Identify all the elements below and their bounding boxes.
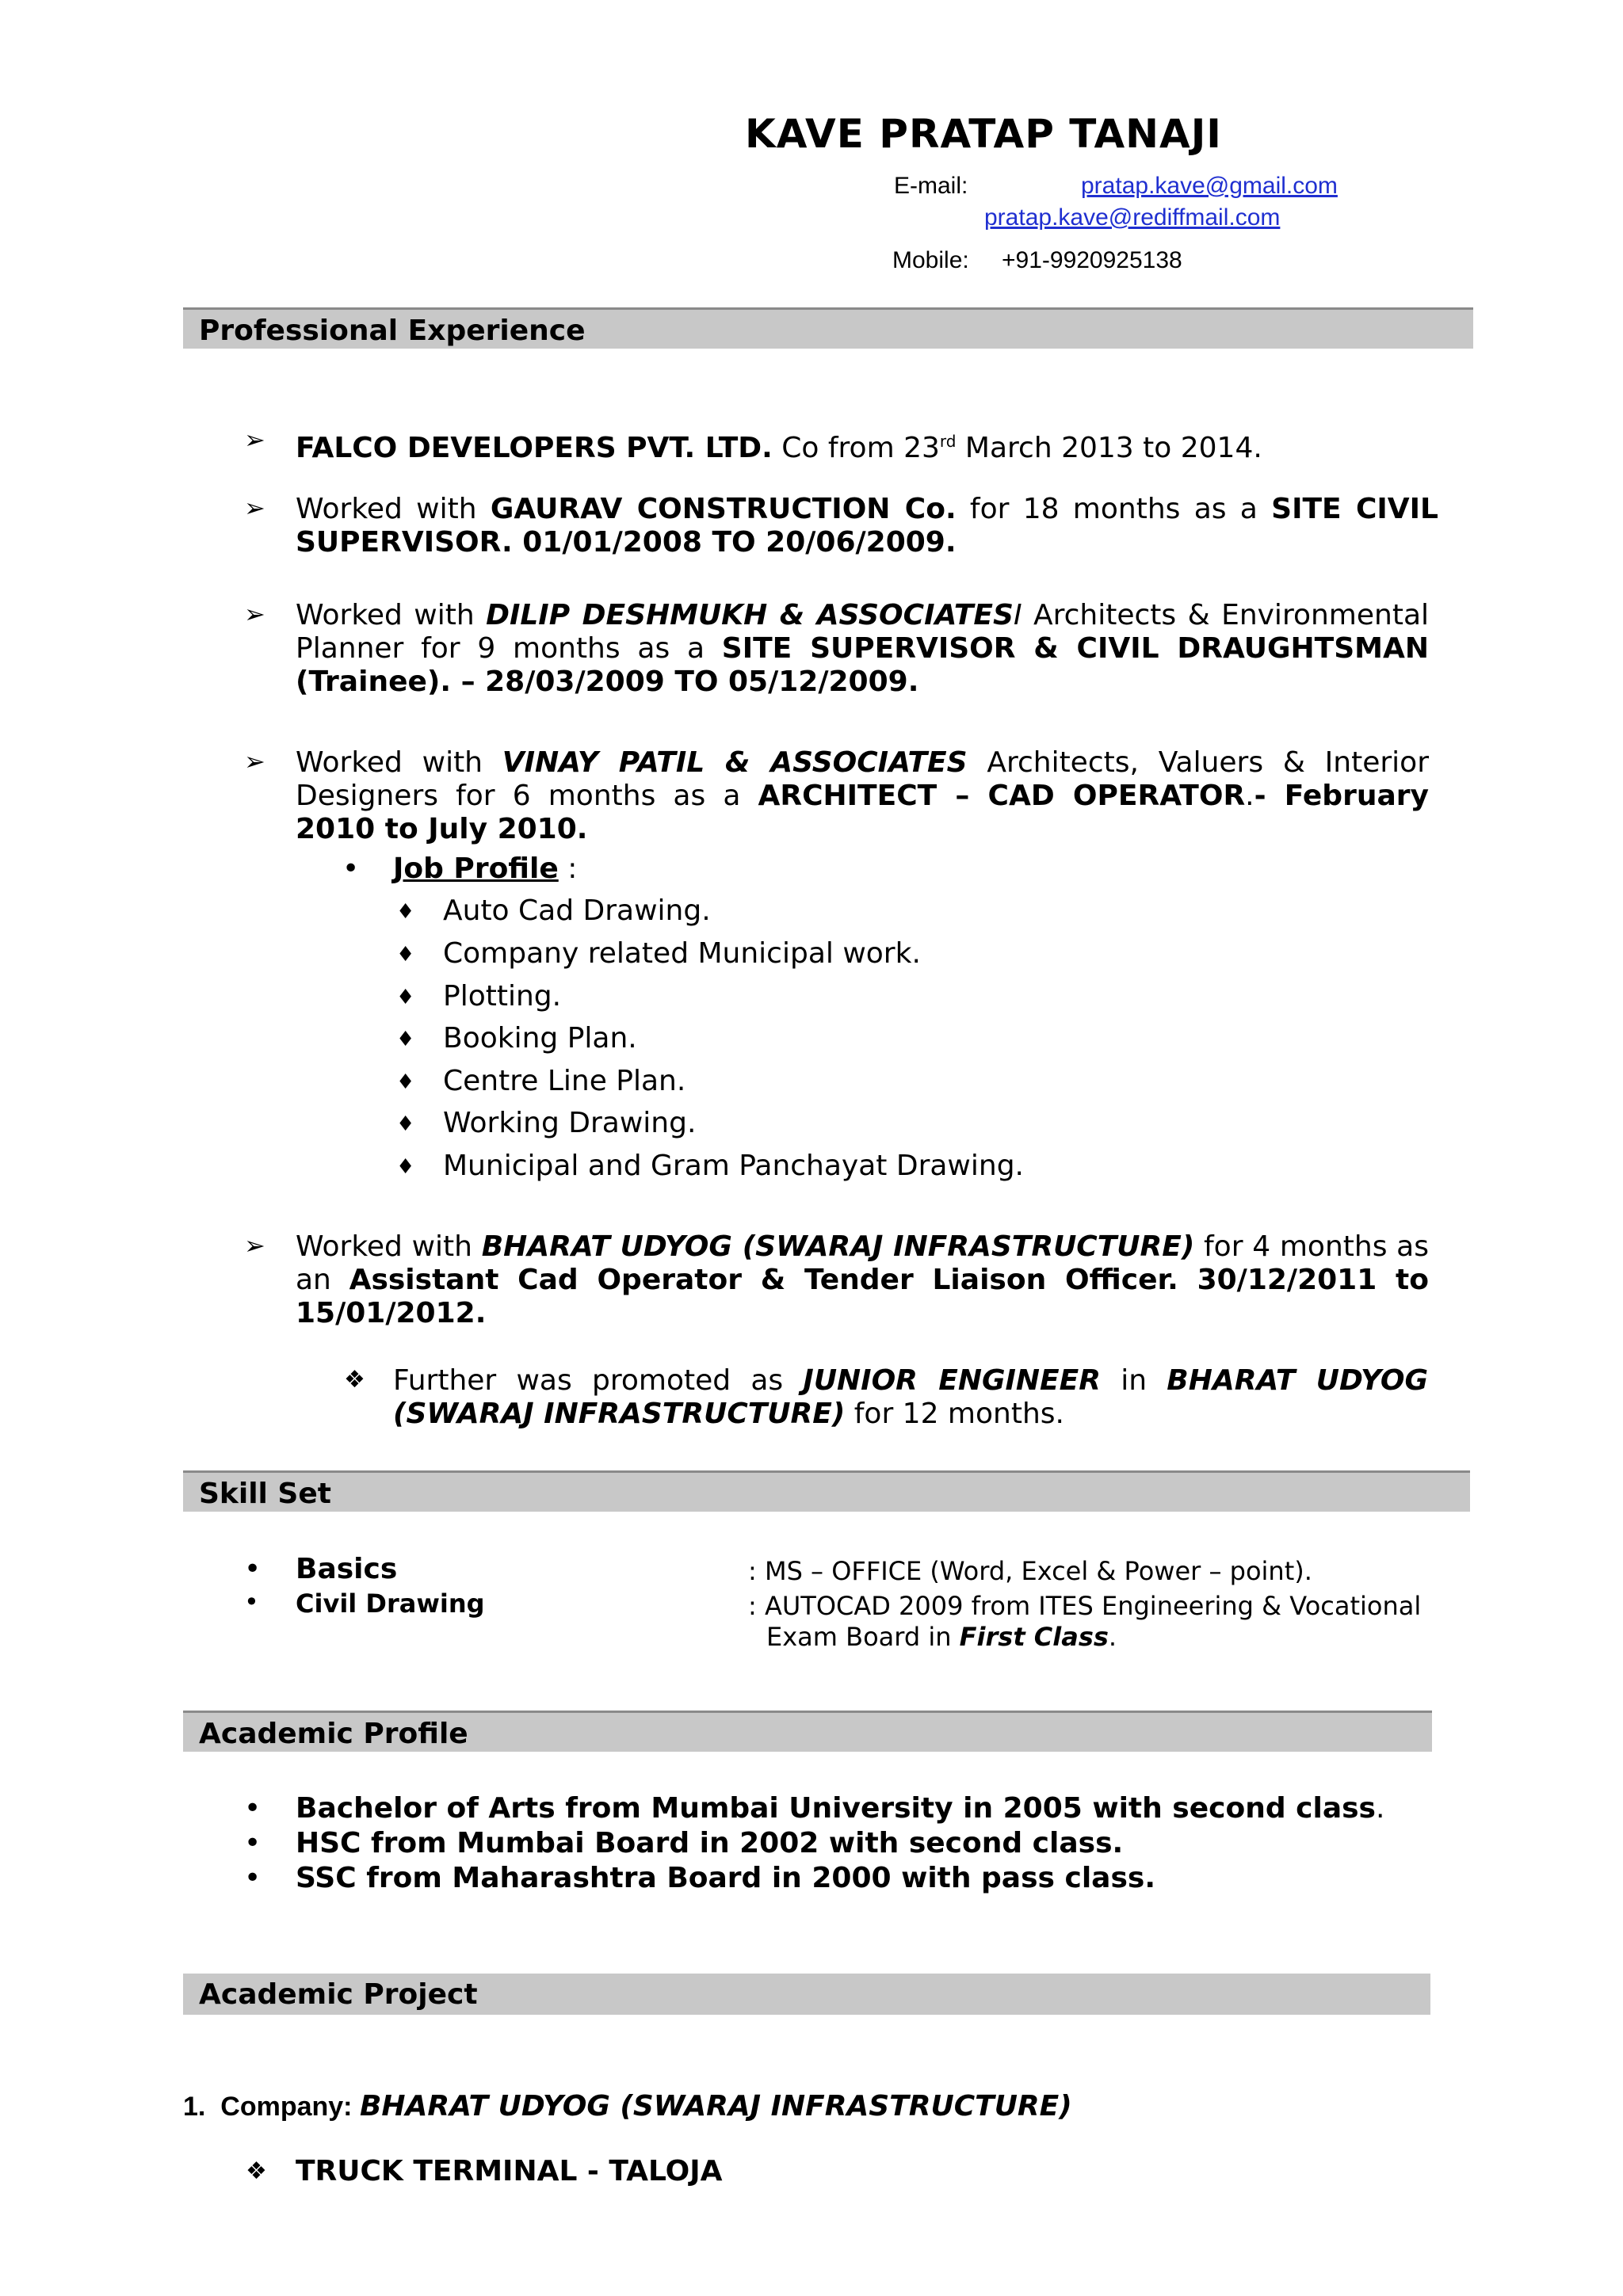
bullet-dot-icon: •	[244, 1862, 262, 1894]
job-profile-item: Municipal and Gram Panchayat Drawing.	[443, 1150, 1024, 1182]
dates: - February 2010 to July 2010.	[296, 780, 1429, 845]
email-link-primary[interactable]: pratap.kave@gmail.com	[1081, 173, 1338, 199]
academic-text: .	[1375, 1792, 1385, 1825]
four-diamond-bullet-icon: ❖	[246, 2157, 267, 2185]
experience-text: March 2013 to 2014.	[956, 432, 1262, 464]
experience-text: for 18 months as a	[956, 493, 1272, 525]
job-profile-item: Booking Plan.	[443, 1022, 637, 1055]
job-profile-item: Company related Municipal work.	[443, 937, 921, 970]
experience-text: for 4 months as an	[296, 1230, 1429, 1296]
experience-text: Worked with	[296, 493, 491, 525]
diamond-bullet-icon: ♦	[396, 900, 415, 924]
role-and-dates: Assistant Cad Operator & Tender Liaison Officer. 30/12/2011 to 15/01/2012.	[296, 1264, 1429, 1329]
role: ARCHITECT – CAD OPERATOR	[758, 780, 1246, 812]
role-and-dates: SITE SUPERVISOR & CIVIL DRAUGHTSMAN (Trainee). – 28/03/2009 TO 05/12/2009.	[296, 632, 1429, 698]
academic-item: HSC from Mumbai Board in 2002 with second class.	[296, 1827, 1124, 1859]
bullet-dot-icon: •	[244, 1792, 262, 1825]
experience-text: Architects, Valuers & Interior Designers for 6 months as a	[296, 746, 1429, 812]
stray-mark: I	[1013, 599, 1022, 631]
job-profile-item: Centre Line Plan.	[443, 1065, 686, 1097]
superscript: rd	[939, 432, 957, 451]
skill-text: Exam Board in	[766, 1622, 960, 1652]
experience-text: Architects & Environmental Planner for 9 months as a	[296, 599, 1429, 665]
skill-emphasis: First Class	[959, 1622, 1109, 1652]
four-diamond-bullet-icon: ❖	[344, 1366, 365, 1394]
project-title: TRUCK TERMINAL - TALOJA	[296, 2155, 723, 2187]
experience-text: Worked with	[296, 599, 487, 631]
academic-text: Bachelor of Arts from Mumbai University in 2005 with second class	[296, 1792, 1376, 1825]
diamond-bullet-icon: ♦	[396, 943, 415, 967]
company-name: BHARAT UDYOG (SWARAJ INFRASTRUCTURE)	[393, 1364, 1428, 1430]
email-link-secondary[interactable]: pratap.kave@rediffmail.com	[984, 204, 1281, 231]
bullet-dot-icon: •	[244, 1553, 262, 1585]
section-professional-experience: Professional Experience	[183, 307, 1473, 349]
skill-label-civil-drawing: Civil Drawing	[296, 1589, 485, 1619]
bullet-dot-icon: •	[342, 852, 360, 885]
diamond-bullet-icon: ♦	[396, 986, 415, 1009]
arrow-bullet-icon: ➢	[244, 746, 265, 776]
mobile-label: Mobile:	[892, 247, 969, 273]
company-name: BHARAT UDYOG (SWARAJ INFRASTRUCTURE)	[481, 1230, 1195, 1263]
job-profile-item: Working Drawing.	[443, 1107, 697, 1139]
experience-item-vinay	[296, 746, 1429, 846]
arrow-bullet-icon: ➢	[244, 599, 265, 629]
candidate-name: KAVE PRATAP TANAJI	[745, 111, 1222, 157]
company-name: DILIP DESHMUKH & ASSOCIATES	[486, 599, 1014, 631]
experience-item-bharat	[296, 1230, 1429, 1330]
academic-item	[296, 1792, 1384, 1825]
experience-text: Worked with	[296, 746, 502, 779]
experience-text: .	[1245, 780, 1254, 812]
promotion-role: JUNIOR ENGINEER	[803, 1364, 1101, 1397]
promotion-text: for 12 months.	[845, 1398, 1064, 1430]
job-profile-label: Job Profile	[393, 852, 559, 885]
job-profile-colon: :	[558, 852, 578, 885]
email-label: E-mail:	[894, 173, 968, 199]
diamond-bullet-icon: ♦	[396, 1155, 415, 1179]
diamond-bullet-icon: ♦	[396, 1070, 415, 1094]
academic-item: SSC from Maharashtra Board in 2000 with pass class.	[296, 1862, 1155, 1894]
diamond-bullet-icon: ♦	[396, 1028, 415, 1051]
arrow-bullet-icon: ➢	[244, 493, 265, 523]
bullet-dot-icon: •	[244, 1827, 262, 1859]
company-name: VINAY PATIL & ASSOCIATES	[502, 746, 968, 779]
project-company: BHARAT UDYOG (SWARAJ INFRASTRUCTURE)	[359, 2090, 1072, 2122]
project-heading	[183, 2090, 1072, 2122]
project-number: 1.	[183, 2092, 206, 2122]
promotion-note	[393, 1364, 1428, 1431]
promotion-text: Further was promoted as	[393, 1364, 804, 1397]
company-name: GAURAV CONSTRUCTION Co.	[490, 493, 957, 525]
section-skill-set: Skill Set	[183, 1470, 1470, 1512]
job-profile-heading	[393, 852, 577, 886]
experience-item-gaurav	[296, 493, 1438, 559]
section-academic-project: Academic Project	[183, 1974, 1430, 2015]
experience-text: Co from 23	[772, 432, 940, 464]
section-academic-profile: Academic Profile	[183, 1711, 1432, 1752]
skill-text: .	[1108, 1622, 1117, 1652]
skill-value-civil-drawing-cont	[766, 1622, 1117, 1652]
diamond-bullet-icon: ♦	[396, 1112, 415, 1136]
role-and-dates: SITE CIVIL SUPERVISOR. 01/01/2008 TO 20/06/2009.	[296, 493, 1438, 559]
arrow-bullet-icon: ➢	[244, 1230, 265, 1261]
skill-value-basics: : MS – OFFICE (Word, Excel & Power – point).	[748, 1556, 1312, 1586]
arrow-bullet-icon: ➢	[244, 425, 265, 455]
skill-value-civil-drawing: : AUTOCAD 2009 from ITES Engineering & Vocational	[748, 1591, 1422, 1621]
project-company-label: Company:	[220, 2092, 353, 2122]
job-profile-item: Auto Cad Drawing.	[443, 894, 711, 927]
job-profile-item: Plotting.	[443, 980, 562, 1013]
promotion-text: in	[1100, 1364, 1167, 1397]
company-name: FALCO DEVELOPERS PVT. LTD.	[296, 432, 773, 464]
experience-item-falco	[296, 425, 1429, 465]
mobile-number: +91-9920925138	[1002, 247, 1182, 273]
bullet-dot-icon: •	[244, 1587, 259, 1617]
experience-item-dilip	[296, 599, 1429, 699]
skill-label-basics: Basics	[296, 1553, 398, 1585]
experience-text: Worked with	[296, 1230, 482, 1263]
